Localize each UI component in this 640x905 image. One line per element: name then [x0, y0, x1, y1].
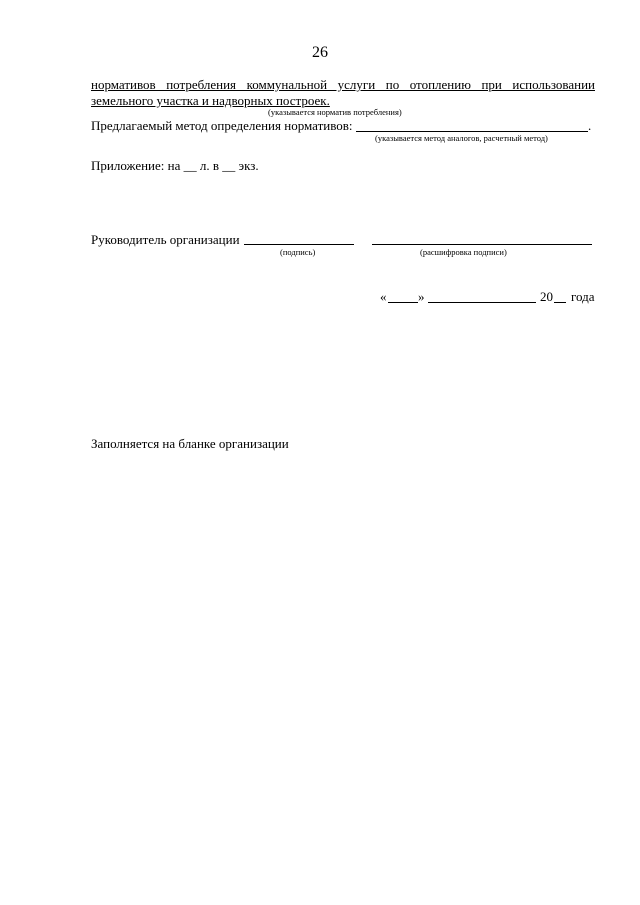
- date-month-blank: [428, 302, 536, 303]
- head-of-organization-label: Руководитель организации: [91, 232, 240, 247]
- date-year-suffix: года: [571, 289, 595, 304]
- date-year-blank: [554, 302, 566, 303]
- signature-blank-line: [244, 244, 354, 245]
- method-blank-line: [356, 131, 588, 132]
- date-close-quote: »: [418, 289, 425, 304]
- page-number: 26: [312, 44, 328, 61]
- date-open-quote: «: [380, 289, 387, 304]
- date-year-prefix: 20: [540, 289, 553, 304]
- paragraph-line-2-text: земельного участка и надворных построек.: [91, 93, 330, 108]
- method-label: Предлагаемый метод определения нормативов:: [91, 118, 353, 133]
- caption-method: (указывается метод аналогов, расчетный метод): [375, 133, 548, 143]
- caption-signature-decoding: (расшифровка подписи): [420, 247, 507, 257]
- caption-signature: (подпись): [280, 247, 316, 257]
- paragraph-line-1: нормативов потребления коммунальной услуги по отоплению при использовании: [91, 77, 595, 92]
- attachment-text: Приложение: на __ л. в __ экз.: [91, 158, 259, 173]
- method-end-punct: .: [588, 118, 592, 133]
- caption-consumption-norm: (указывается норматив потребления): [268, 107, 402, 117]
- letterhead-note: Заполняется на бланке организации: [91, 436, 289, 451]
- date-day-blank: [388, 302, 418, 303]
- signature-decoding-blank-line: [372, 244, 592, 245]
